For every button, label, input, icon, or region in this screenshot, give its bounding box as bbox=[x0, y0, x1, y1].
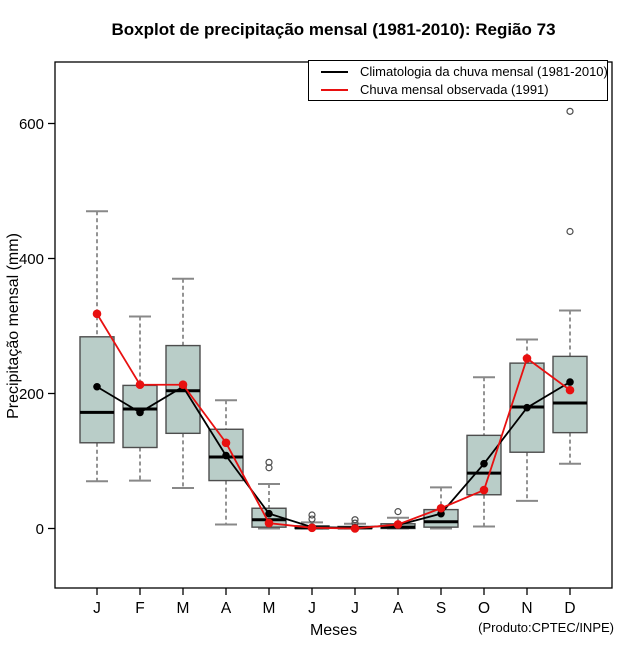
climatology-point bbox=[136, 409, 144, 417]
box-11 bbox=[553, 356, 587, 432]
x-tick-label: A bbox=[220, 600, 232, 617]
x-tick-label: N bbox=[521, 600, 533, 617]
observed-point bbox=[523, 354, 532, 363]
x-tick-label: J bbox=[93, 600, 101, 617]
outlier-point bbox=[309, 516, 315, 522]
chart-title: Boxplot de precipitação mensal (1981-2010): Região 73 bbox=[111, 20, 556, 39]
y-tick-label: 200 bbox=[18, 386, 44, 403]
observed-point bbox=[93, 310, 102, 319]
climatology-point bbox=[523, 404, 531, 412]
climatology-line-swatch bbox=[321, 71, 348, 73]
x-tick-label: M bbox=[262, 600, 276, 617]
observed-point bbox=[136, 380, 145, 389]
observed-point bbox=[437, 504, 446, 513]
observed-point bbox=[394, 520, 403, 529]
outlier-point bbox=[395, 509, 401, 515]
outlier-point bbox=[567, 229, 573, 235]
legend-label-observed: Chuva mensal observada (1991) bbox=[360, 82, 549, 97]
legend-label-climatology: Climatologia da chuva mensal (1981-2010) bbox=[360, 64, 608, 79]
observed-point bbox=[222, 438, 231, 447]
observed-line-swatch bbox=[321, 89, 348, 91]
climatology-point bbox=[222, 452, 230, 460]
observed-point bbox=[566, 386, 575, 395]
x-tick-label: M bbox=[176, 600, 190, 617]
x-tick-label: S bbox=[435, 600, 447, 617]
observed-point bbox=[480, 486, 489, 495]
climatology-point bbox=[93, 383, 101, 391]
y-tick-label: 400 bbox=[18, 251, 44, 268]
product-credit: (Produto:CPTEC/INPE) bbox=[478, 620, 614, 635]
x-tick-label: D bbox=[564, 600, 576, 617]
legend-item-observed bbox=[321, 82, 607, 97]
observed-point bbox=[179, 380, 188, 389]
x-tick-label: F bbox=[135, 600, 145, 617]
observed-point bbox=[308, 524, 317, 533]
y-tick-label: 0 bbox=[35, 521, 44, 538]
plot-frame bbox=[55, 62, 612, 588]
y-axis-label: Precipitação mensal (mm) bbox=[5, 233, 22, 419]
outlier-point bbox=[567, 108, 573, 114]
y-tick-label: 600 bbox=[18, 116, 44, 133]
legend-item-climatology bbox=[321, 64, 607, 79]
climatology-point bbox=[566, 378, 574, 386]
x-tick-label: A bbox=[392, 600, 404, 617]
x-tick-label: O bbox=[477, 600, 491, 617]
climatology-point bbox=[480, 460, 488, 468]
x-axis-label: Meses bbox=[309, 622, 358, 639]
x-tick-label: J bbox=[351, 600, 359, 617]
x-tick-label: J bbox=[308, 600, 316, 617]
box-1 bbox=[123, 385, 157, 447]
observed-point bbox=[351, 524, 360, 533]
chart-legend bbox=[308, 60, 608, 101]
observed-point bbox=[265, 519, 274, 528]
